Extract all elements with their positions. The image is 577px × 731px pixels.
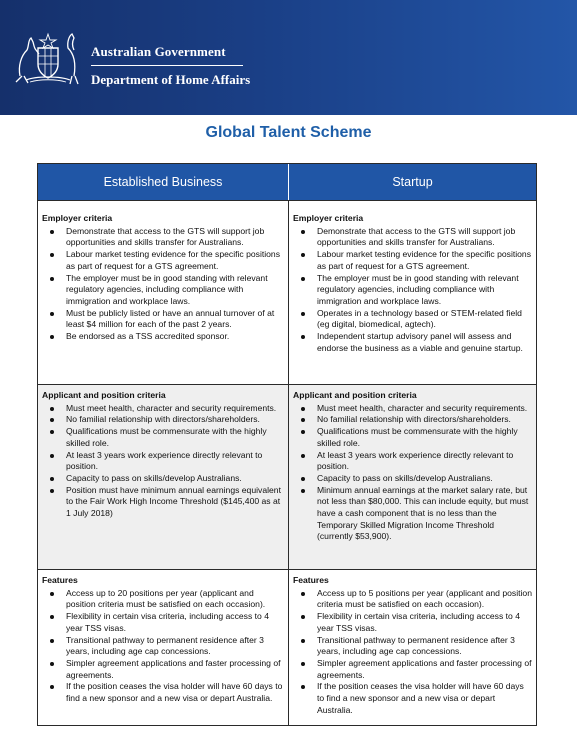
applicant-criteria-established (38, 385, 288, 569)
list-item: The employer must be in good standing with relevant regulatory agencies, including compliance with immigration and workplace laws. (42, 273, 284, 308)
list-item: Access up to 5 positions per year (applicant and position criteria must be satisfied on each occasion). (293, 588, 532, 611)
list-item: If the position ceases the visa holder will have 60 days to find a new sponsor and a new visa or depart Australia. (42, 681, 284, 704)
criteria-list (293, 403, 532, 543)
applicant-criteria-startup (289, 385, 536, 569)
list-item: Minimum annual earnings at the market salary rate, but not less than $80,000. This can include equity, but must have a cash component that is no less than the Temporary Skilled Migration Income Threshold (currently $53,900). (293, 485, 532, 544)
criteria-list (42, 226, 284, 343)
list-item: Labour market testing evidence for the specific positions as part of request for a GTS agreement. (293, 249, 532, 272)
features-list (293, 588, 532, 717)
features-established (38, 570, 288, 726)
list-item: Transitional pathway to permanent residence after 3 years, including age cap concessions. (42, 635, 284, 658)
column-header-established: Established Business (38, 164, 289, 200)
list-item: No familial relationship with directors/shareholders. (293, 414, 532, 426)
criteria-list (293, 226, 532, 355)
department-name: Department of Home Affairs (91, 72, 251, 87)
list-item: Independent startup advisory panel will assess and endorse the business as a viable and genuine startup. (293, 331, 532, 354)
wordmark-divider (91, 65, 243, 66)
list-item: Capacity to pass on skills/develop Australians. (293, 473, 532, 485)
list-item: The employer must be in good standing with relevant regulatory agencies, including compliance with immigration and workplace laws. (293, 273, 532, 308)
header-banner (0, 0, 577, 115)
list-item: Operates in a technology based or STEM-related field (eg digital, biomedical, agtech). (293, 308, 532, 331)
comparison-table (37, 163, 537, 726)
list-item: Capacity to pass on skills/develop Australians. (42, 473, 284, 485)
employer-criteria-startup (289, 201, 536, 384)
list-item: At least 3 years work experience directly relevant to position. (42, 450, 284, 473)
list-item: If the position ceases the visa holder will have 60 days to find a new sponsor and a new visa or depart Australia. (293, 681, 532, 716)
list-item: Must meet health, character and security requirements. (293, 403, 532, 415)
section-label: Employer criteria (42, 213, 113, 223)
list-item: Access up to 20 positions per year (applicant and position criteria must be satisfied on each occasion). (42, 588, 284, 611)
list-item: Simpler agreement applications and faster processing of agreements. (42, 658, 284, 681)
list-item: Labour market testing evidence for the specific positions as part of request for a GTS agreement. (42, 249, 284, 272)
page-title: Global Talent Scheme (205, 124, 372, 141)
column-header-startup: Startup (289, 164, 536, 200)
list-item: Qualifications must be commensurate with the highly skilled role. (293, 426, 532, 449)
features-startup (289, 570, 536, 726)
list-item: Flexibility in certain visa criteria, including access to 4 year TSS visas. (42, 611, 284, 634)
list-item: Demonstrate that access to the GTS will support job opportunities and skills transfer for Australians. (293, 226, 532, 249)
features-list (42, 588, 284, 705)
section-label: Employer criteria (293, 213, 364, 223)
list-item: Be endorsed as a TSS accredited sponsor. (42, 331, 284, 343)
list-item: Qualifications must be commensurate with the highly skilled role. (42, 426, 284, 449)
list-item: Simpler agreement applications and faster processing of agreements. (293, 658, 532, 681)
section-label: Applicant and position criteria (42, 390, 166, 400)
section-label: Features (42, 575, 78, 585)
list-item: Must meet health, character and security requirements. (42, 403, 284, 415)
list-item: Must be publicly listed or have an annual turnover of at least $4 million for each of the past 2 years. (42, 308, 284, 331)
government-wordmark (91, 44, 250, 88)
criteria-list (42, 403, 284, 520)
list-item: Position must have minimum annual earnings equivalent to the Fair Work High Income Threshold ($145,400 as at 1 July 2018) (42, 485, 284, 520)
list-item: Transitional pathway to permanent residence after 3 years, including age cap concessions. (293, 635, 532, 658)
section-label: Features (293, 575, 329, 585)
coat-of-arms-icon (12, 30, 84, 88)
employer-criteria-established (38, 201, 288, 384)
list-item: Flexibility in certain visa criteria, including access to 4 year TSS visas. (293, 611, 532, 634)
list-item: No familial relationship with directors/shareholders. (42, 414, 284, 426)
section-label: Applicant and position criteria (293, 390, 417, 400)
list-item: Demonstrate that access to the GTS will support job opportunities and skills transfer for Australians. (42, 226, 284, 249)
government-name: Australian Government (91, 44, 226, 59)
list-item: At least 3 years work experience directly relevant to position. (293, 450, 532, 473)
